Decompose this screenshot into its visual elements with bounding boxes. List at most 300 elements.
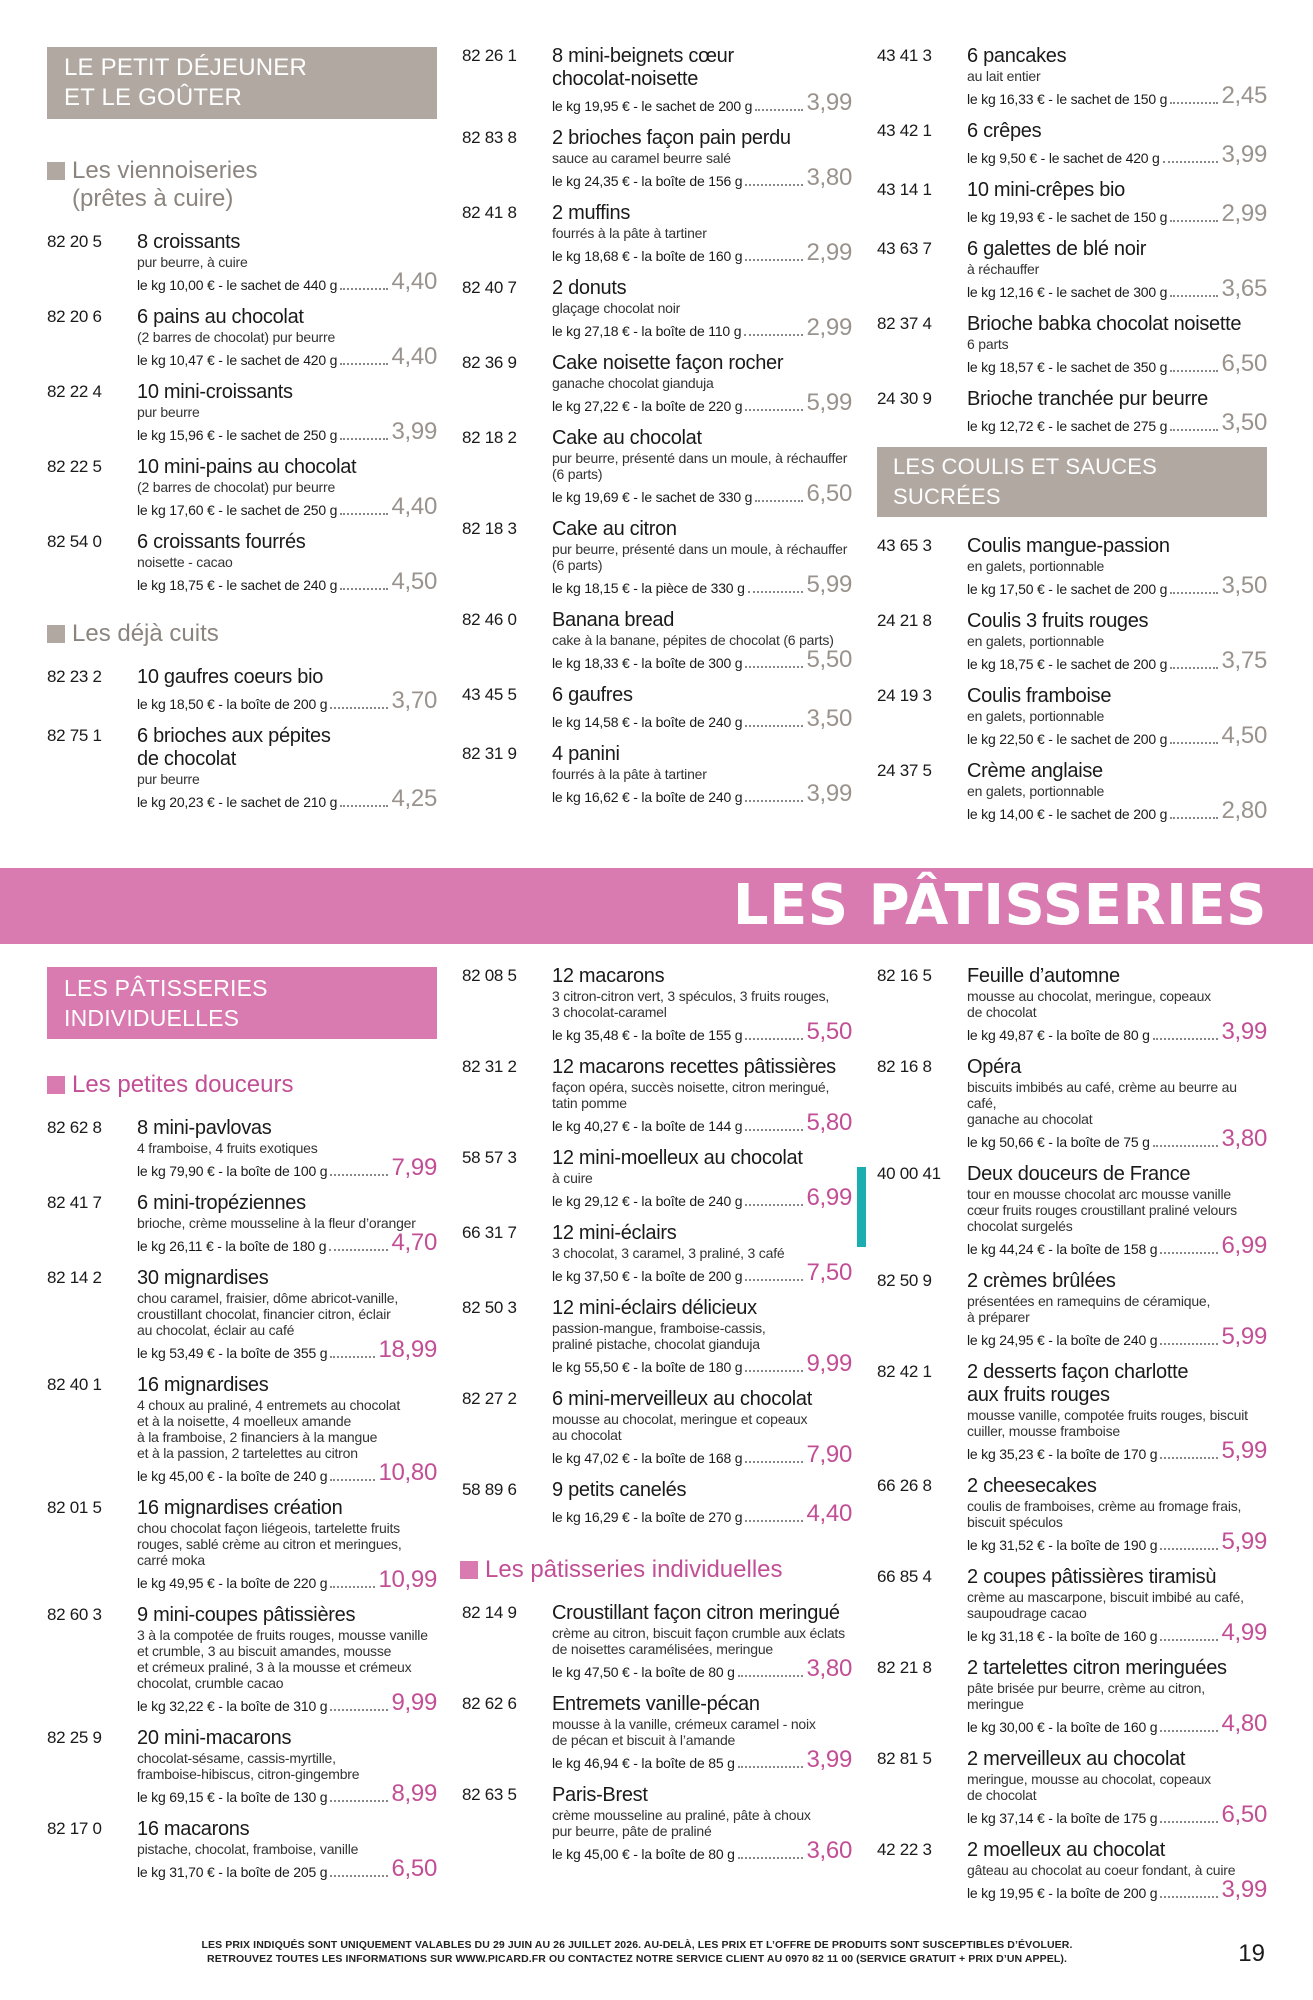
product-body (552, 202, 852, 265)
product-description: 3 citron-citron vert, 3 spéculos, 3 fruits rouges, (552, 988, 830, 1004)
product-code: 82 60 3 (47, 1605, 102, 1624)
product-unit-info: le kg 16,33 € - le sachet de 150 g (967, 91, 1168, 107)
product-price: 2,45 (1221, 82, 1267, 109)
product-description: à réchauffer (967, 261, 1040, 277)
product-price: 4,99 (1221, 1619, 1267, 1646)
product-body (137, 1818, 437, 1881)
product-item (462, 1602, 852, 1681)
dotted-leader (330, 1875, 388, 1877)
product-list-petites-douceurs (47, 1117, 437, 1881)
product-price: 6,50 (806, 480, 852, 507)
product-unit-info: le kg 32,22 € - la boîte de 310 g (137, 1698, 328, 1714)
product-description: glaçage chocolat noir (552, 300, 681, 316)
product-description: de chocolat (967, 1004, 1037, 1020)
dotted-leader (745, 1204, 803, 1206)
product-unit-info: le kg 19,93 € - le sachet de 150 g (967, 209, 1168, 225)
dotted-leader (745, 184, 803, 186)
product-body (137, 666, 437, 713)
product-code: 43 14 1 (877, 180, 932, 199)
product-price-line (967, 1325, 1267, 1349)
product-description: cake à la banane, pépites de chocolat (6 parts) (552, 632, 834, 648)
product-price-line (967, 1439, 1267, 1463)
product-price: 5,99 (806, 389, 852, 416)
product-body (137, 725, 437, 811)
product-name: 12 mini-éclairs délicieux (552, 1297, 757, 1319)
product-price-line (967, 277, 1267, 301)
product-description: praliné pistache, chocolat gianduja (552, 1336, 760, 1352)
product-price: 3,99 (1221, 1876, 1267, 1903)
product-item (877, 535, 1267, 598)
product-price: 6,99 (1221, 1232, 1267, 1259)
product-code: 82 20 5 (47, 232, 102, 251)
product-price: 4,70 (391, 1229, 437, 1256)
product-item (877, 238, 1267, 301)
column-3-top (877, 45, 1267, 835)
product-price-line (552, 1443, 852, 1467)
dotted-leader (340, 288, 388, 290)
product-unit-info: le kg 55,50 € - la boîte de 180 g (552, 1359, 743, 1375)
product-body (552, 1693, 852, 1772)
product-price: 5,50 (806, 646, 852, 673)
product-description: en galets, portionnable (967, 633, 1105, 649)
product-code: 82 37 4 (877, 314, 932, 333)
product-unit-info: le kg 27,18 € - la boîte de 110 g (552, 323, 742, 339)
product-unit-info: le kg 17,50 € - le sachet de 200 g (967, 581, 1168, 597)
product-name: 2 tartelettes citron meringuées (967, 1657, 1227, 1679)
product-price-line (552, 241, 852, 265)
dotted-leader (1160, 1252, 1218, 1254)
product-name: 6 gaufres (552, 684, 633, 706)
product-description: cœur fruits rouges croustillant praliné velours (967, 1202, 1237, 1218)
product-description: crème au mascarpone, biscuit imbibé au café, (967, 1589, 1244, 1605)
product-name: Entremets vanille-pécan (552, 1693, 760, 1715)
product-price: 3,99 (806, 89, 852, 116)
product-item (462, 1297, 852, 1376)
product-unit-info: le kg 16,29 € - la boîte de 270 g (552, 1509, 743, 1525)
product-body (552, 609, 852, 672)
product-item (462, 427, 852, 506)
product-unit-info: le kg 26,11 € - la boîte de 180 g (137, 1238, 327, 1254)
product-price-line (137, 345, 437, 369)
product-code: 82 83 8 (462, 128, 517, 147)
dotted-leader (340, 588, 388, 590)
product-item (47, 666, 437, 713)
page-number: 19 (1238, 1940, 1265, 1967)
dotted-leader (329, 1249, 388, 1251)
product-code: 82 20 6 (47, 307, 102, 326)
product-list-col2-bottom (462, 965, 852, 1526)
product-code: 58 57 3 (462, 1148, 517, 1167)
product-description: sauce au caramel beurre salé (552, 150, 731, 166)
product-price-line (967, 143, 1267, 167)
product-body (137, 1604, 437, 1715)
product-name: Croustillant façon citron meringué (552, 1602, 840, 1624)
product-code: 82 27 2 (462, 1389, 517, 1408)
section-header-petit-dejeuner (47, 47, 437, 119)
product-price-line (552, 1111, 852, 1135)
product-body (552, 45, 852, 115)
product-name: 2 crèmes brûlées (967, 1270, 1116, 1292)
product-description: fourrés à la pâte à tartiner (552, 225, 707, 241)
product-item (462, 1693, 852, 1772)
product-body (967, 1657, 1267, 1736)
product-name: Coulis 3 fruits rouges (967, 610, 1149, 632)
product-price-line (967, 649, 1267, 673)
product-code: 82 16 8 (877, 1057, 932, 1076)
product-name: de chocolat (137, 748, 236, 770)
product-price-line (967, 574, 1267, 598)
product-price: 3,70 (391, 687, 437, 714)
product-price: 3,99 (1221, 141, 1267, 168)
product-price: 3,60 (806, 1837, 852, 1864)
product-price: 10,99 (378, 1566, 437, 1593)
product-description: ganache au chocolat (967, 1111, 1093, 1127)
product-body (552, 1297, 852, 1376)
product-unit-info: le kg 37,50 € - la boîte de 200 g (552, 1268, 743, 1284)
product-description: coulis de framboises, crème au fromage frais, (967, 1498, 1242, 1514)
column-1-top (47, 47, 437, 823)
subhead-petites-douceurs (47, 1071, 437, 1099)
patisseries-banner (0, 868, 1313, 944)
product-name: 20 mini-macarons (137, 1727, 292, 1749)
product-price: 3,99 (806, 1746, 852, 1773)
product-name: Cake au chocolat (552, 427, 702, 449)
product-description: 4 choux au praliné, 4 entremets au chocolat (137, 1397, 401, 1413)
product-description: meringue, mousse au chocolat, copeaux (967, 1771, 1211, 1787)
product-unit-info: le kg 24,95 € - la boîte de 240 g (967, 1332, 1158, 1348)
product-name: 2 coupes pâtissières tiramisù (967, 1566, 1217, 1588)
product-price: 2,99 (1221, 200, 1267, 227)
product-item (462, 1147, 852, 1210)
product-list-coulis (877, 535, 1267, 823)
dotted-leader (738, 1857, 804, 1859)
product-item (877, 1839, 1267, 1902)
product-unit-info: le kg 18,15 € - la pièce de 330 g (552, 580, 745, 596)
product-item (877, 1748, 1267, 1827)
product-name: Paris-Brest (552, 1784, 648, 1806)
dotted-leader (745, 666, 803, 668)
product-description: chocolat surgelés (967, 1218, 1073, 1234)
dotted-leader (340, 513, 388, 515)
product-body (967, 1475, 1267, 1554)
product-name: Banana bread (552, 609, 675, 631)
product-body (967, 1839, 1267, 1902)
product-name: Brioche babka chocolat noisette (967, 313, 1242, 335)
product-unit-info: le kg 12,72 € - le sachet de 275 g (967, 418, 1168, 434)
product-unit-info: le kg 44,24 € - la boîte de 158 g (967, 1241, 1158, 1257)
product-item (462, 1056, 852, 1135)
product-name: 9 mini-coupes pâtissières (137, 1604, 356, 1626)
product-code: 43 41 3 (877, 46, 932, 65)
dotted-leader (330, 1479, 375, 1481)
dotted-leader (745, 1461, 803, 1463)
product-unit-info: le kg 31,52 € - la boîte de 190 g (967, 1537, 1158, 1553)
product-unit-info: le kg 10,47 € - le sachet de 420 g (137, 352, 338, 368)
product-item (877, 388, 1267, 435)
product-price-line (552, 573, 852, 597)
product-item (877, 1657, 1267, 1736)
product-price-line (552, 1748, 852, 1772)
product-code: 82 31 2 (462, 1057, 517, 1076)
product-code: 82 46 0 (462, 610, 517, 629)
product-price: 4,50 (391, 568, 437, 595)
product-unit-info: le kg 45,00 € - la boîte de 80 g (552, 1846, 735, 1862)
product-description: et crumble, 3 au biscuit amandes, mousse (137, 1643, 392, 1659)
product-item (462, 684, 852, 731)
product-item (877, 685, 1267, 748)
product-price-line (137, 1156, 437, 1180)
product-price: 4,40 (391, 493, 437, 520)
product-price: 3,99 (1221, 1018, 1267, 1045)
product-description: en galets, portionnable (967, 558, 1105, 574)
product-price: 4,50 (1221, 722, 1267, 749)
product-body (552, 1479, 852, 1526)
product-list-col2-top (462, 45, 852, 806)
product-code: 82 01 5 (47, 1498, 102, 1517)
product-price: 4,40 (391, 268, 437, 295)
product-code: 82 22 4 (47, 382, 102, 401)
product-item (47, 231, 437, 294)
product-description: et à la noisette, 4 moelleux amande (137, 1413, 352, 1429)
product-price: 2,99 (806, 314, 852, 341)
product-price: 5,99 (1221, 1528, 1267, 1555)
product-name: 8 mini-pavlovas (137, 1117, 272, 1139)
dotted-leader (1170, 295, 1218, 297)
dotted-leader (745, 1520, 803, 1522)
product-code: 42 22 3 (877, 1840, 932, 1859)
product-unit-info: le kg 18,75 € - le sachet de 200 g (967, 656, 1168, 672)
product-description: pistache, chocolat, framboise, vanille (137, 1841, 359, 1857)
product-body (967, 1748, 1267, 1827)
product-price: 6,50 (1221, 1801, 1267, 1828)
product-description: pur beurre, à cuire (137, 254, 248, 270)
subhead-viennoiseries (47, 157, 437, 213)
product-body (552, 1222, 852, 1285)
bullet-square-icon (460, 1561, 478, 1579)
product-item (462, 1222, 852, 1285)
product-name: 2 moelleux au chocolat (967, 1839, 1165, 1861)
product-price-line (552, 1020, 852, 1044)
product-unit-info: le kg 19,95 € - la boîte de 200 g (967, 1885, 1158, 1901)
dotted-leader (1170, 102, 1218, 104)
product-name: Crème anglaise (967, 760, 1103, 782)
product-code: 82 21 8 (877, 1658, 932, 1677)
product-price-line (967, 1020, 1267, 1044)
product-description: à préparer (967, 1309, 1030, 1325)
product-item (47, 1374, 437, 1485)
subhead-title: Les viennoiseries (72, 157, 258, 184)
product-description: pur beurre (137, 771, 200, 787)
product-unit-info: le kg 24,35 € - la boîte de 156 g (552, 173, 743, 189)
product-unit-info: le kg 18,75 € - le sachet de 240 g (137, 577, 338, 593)
product-price-line (137, 689, 437, 713)
product-item (462, 1388, 852, 1467)
dotted-leader (1170, 220, 1218, 222)
product-description: et crémeux praliné, 3 à la mousse et crémeux (137, 1659, 412, 1675)
product-price: 5,99 (806, 571, 852, 598)
product-item (877, 610, 1267, 673)
dotted-leader (330, 1174, 388, 1176)
highlight-bar (857, 1167, 866, 1247)
product-name: Coulis mangue-passion (967, 535, 1170, 557)
product-price-line (552, 707, 852, 731)
product-item (877, 1163, 1267, 1258)
product-body (552, 684, 852, 731)
product-item (877, 179, 1267, 226)
product-unit-info: le kg 18,50 € - la boîte de 200 g (137, 696, 328, 712)
product-item (877, 120, 1267, 167)
product-price-line (552, 1657, 852, 1681)
product-unit-info: le kg 10,00 € - le sachet de 440 g (137, 277, 338, 293)
product-code: 82 54 0 (47, 532, 102, 551)
product-name: 2 muffins (552, 202, 631, 224)
product-unit-info: le kg 53,49 € - la boîte de 355 g (137, 1345, 328, 1361)
dotted-leader (745, 1129, 803, 1131)
product-body (552, 1147, 852, 1210)
product-name: 6 brioches aux pépites (137, 725, 331, 747)
product-description: mousse au chocolat, meringue, copeaux (967, 988, 1211, 1004)
product-price-line (137, 1782, 437, 1806)
product-price-line (552, 391, 852, 415)
dotted-leader (340, 805, 388, 807)
product-unit-info: le kg 35,48 € - la boîte de 155 g (552, 1027, 743, 1043)
product-unit-info: le kg 31,18 € - la boîte de 160 g (967, 1628, 1158, 1644)
dotted-leader (340, 363, 388, 365)
product-code: 82 75 1 (47, 726, 102, 745)
product-description: de chocolat (967, 1787, 1037, 1803)
product-unit-info: le kg 14,58 € - la boîte de 240 g (552, 714, 743, 730)
dotted-leader (1160, 1343, 1218, 1345)
product-body (967, 1056, 1267, 1151)
product-price-line (552, 782, 852, 806)
product-description: (6 parts) (552, 557, 603, 573)
product-body (967, 313, 1267, 376)
product-unit-info: le kg 14,00 € - le sachet de 200 g (967, 806, 1168, 822)
product-list-deja-cuits (47, 666, 437, 811)
dotted-leader (330, 1709, 388, 1711)
product-code: 43 45 5 (462, 685, 517, 704)
product-body (967, 120, 1267, 167)
product-price: 4,80 (1221, 1710, 1267, 1737)
product-unit-info: le kg 15,96 € - le sachet de 250 g (137, 427, 338, 443)
banner-title: LES PÂTISSERIES (732, 873, 1267, 938)
product-item (877, 1056, 1267, 1151)
product-price-line (967, 352, 1267, 376)
product-code: 82 41 8 (462, 203, 517, 222)
product-description: noisette - cacao (137, 554, 233, 570)
product-description: mousse au chocolat, meringue et copeaux (552, 1411, 808, 1427)
product-price-line (552, 1186, 852, 1210)
dotted-leader (330, 1356, 375, 1358)
product-price: 9,99 (806, 1350, 852, 1377)
product-item (47, 1604, 437, 1715)
product-price: 3,80 (1221, 1125, 1267, 1152)
product-description: chou chocolat façon liégeois, tartelette fruits (137, 1520, 400, 1536)
product-name: Cake noisette façon rocher (552, 352, 784, 374)
product-code: 82 17 0 (47, 1819, 102, 1838)
product-name: 16 mignardises (137, 1374, 269, 1396)
product-price: 7,90 (806, 1441, 852, 1468)
product-name: 16 macarons (137, 1818, 250, 1840)
product-code: 58 89 6 (462, 1480, 517, 1499)
product-price-line (552, 91, 852, 115)
product-name: 6 croissants fourrés (137, 531, 306, 553)
product-body (967, 388, 1267, 435)
product-name: Cake au citron (552, 518, 677, 540)
product-price: 3,65 (1221, 275, 1267, 302)
product-code: 66 26 8 (877, 1476, 932, 1495)
product-item (47, 725, 437, 811)
product-body (967, 238, 1267, 301)
product-item (47, 1267, 437, 1362)
product-code: 82 42 1 (877, 1362, 932, 1381)
column-3-bottom (877, 965, 1267, 1914)
product-price-line (552, 1261, 852, 1285)
product-price: 3,75 (1221, 647, 1267, 674)
product-name: 2 desserts façon charlotte (967, 1361, 1189, 1383)
product-body (552, 427, 852, 506)
product-unit-info: le kg 9,50 € - le sachet de 420 g (967, 150, 1160, 166)
product-body (552, 1784, 852, 1863)
product-code: 82 08 5 (462, 966, 517, 985)
subhead-patisseries-individuelles (460, 1556, 852, 1584)
dotted-leader (1163, 161, 1219, 163)
product-description: tour en mousse chocolat arc mousse vanille (967, 1186, 1231, 1202)
product-unit-info: le kg 18,33 € - la boîte de 300 g (552, 655, 743, 671)
product-unit-info: le kg 49,95 € - la boîte de 220 g (137, 1575, 328, 1591)
product-price-line (552, 166, 852, 190)
product-unit-info: le kg 18,57 € - le sachet de 350 g (967, 359, 1168, 375)
product-price: 10,80 (378, 1459, 437, 1486)
product-description: chocolat-sésame, cassis-myrtille, (137, 1750, 336, 1766)
dotted-leader (755, 500, 803, 502)
product-item (47, 306, 437, 369)
product-name: 6 pains au chocolat (137, 306, 304, 328)
subhead-title: (prêtes à cuire) (72, 185, 234, 212)
product-item (47, 456, 437, 519)
product-price: 7,50 (806, 1259, 852, 1286)
product-unit-info: le kg 49,87 € - la boîte de 80 g (967, 1027, 1150, 1043)
product-description: chocolat, crumble cacao (137, 1675, 284, 1691)
product-price-line (552, 1839, 852, 1863)
product-price-line (967, 1712, 1267, 1736)
product-description: ganache chocolat gianduja (552, 375, 714, 391)
product-unit-info: le kg 69,15 € - la boîte de 130 g (137, 1789, 328, 1805)
product-item (877, 1270, 1267, 1349)
product-description: 3 chocolat, 3 caramel, 3 praliné, 3 café (552, 1245, 785, 1261)
product-item (877, 965, 1267, 1044)
product-body (137, 1192, 437, 1255)
product-code: 43 63 7 (877, 239, 932, 258)
dotted-leader (1160, 1821, 1218, 1823)
product-code: 82 81 5 (877, 1749, 932, 1768)
product-body (967, 760, 1267, 823)
product-body (967, 45, 1267, 108)
product-price-line (552, 1352, 852, 1376)
product-body (137, 1727, 437, 1806)
product-price-line (967, 1621, 1267, 1645)
product-item (47, 1117, 437, 1180)
product-body (552, 277, 852, 340)
product-name: 6 mini-tropéziennes (137, 1192, 306, 1214)
product-name: chocolat-noisette (552, 68, 699, 90)
product-item (877, 760, 1267, 823)
dotted-leader (1170, 817, 1218, 819)
product-code: 82 26 1 (462, 46, 517, 65)
product-price: 4,40 (806, 1500, 852, 1527)
product-description: à la framboise, 2 financiers à la mangue (137, 1429, 378, 1445)
product-price: 4,40 (391, 343, 437, 370)
